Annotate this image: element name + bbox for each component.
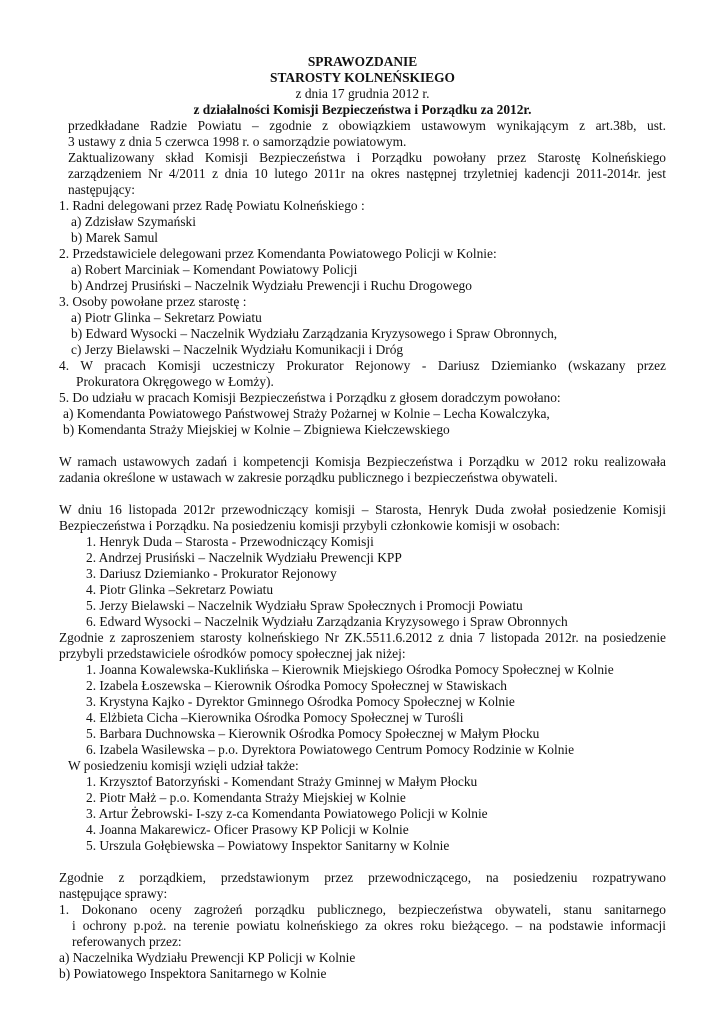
composition-member: b) Edward Wysocki – Naczelnik Wydziału Zarządzania Kryzysowego i Spraw Obronnych,: [71, 326, 558, 341]
list-item: 5. Jerzy Bielawski – Naczelnik Wydziału Spraw Społecznych i Promocji Powiatu: [86, 598, 523, 613]
list-item: 5. Urszula Gołębiewska – Powiatowy Inspektor Sanitarny w Kolnie: [86, 838, 450, 853]
composition-group: Prokuratora Okręgowego w Łomży).: [76, 374, 274, 389]
meeting-paragraph: Bezpieczeństwa i Porządku. Na posiedzeniu komisji przybyli członkowie komisji w osobach:: [59, 518, 560, 533]
composition-member: a) Komendanta Powiatowego Państwowej Straży Pożarnej w Kolnie – Lecha Kowalczyka,: [63, 406, 550, 421]
tasks-paragraph: zadania określone w ustawach w zakresie porządku publicznego i bezpieczeństwa obywateli.: [59, 470, 558, 485]
agenda-paragraph: następujące sprawy:: [59, 886, 168, 901]
intro-line: zarządzeniem Nr 4/2011 z dnia 10 lutego 2011r na okres następnej trzyletniej kadencji 2011-2014r. jest: [68, 166, 666, 181]
list-item: 1. Joanna Kowalewska-Kuklińska – Kierownik Miejskiego Ośrodka Pomocy Społecznej w Kolnie: [86, 662, 614, 677]
report-subject: z działalności Komisji Bezpieczeństwa i Porządku za 2012r.: [193, 102, 532, 117]
intro-line: następujący:: [68, 182, 135, 197]
composition-member: a) Piotr Glinka – Sekretarz Powiatu: [71, 310, 262, 325]
list-item: 6. Izabela Wasilewska – p.o. Dyrektora Powiatowego Centrum Pomocy Rodzinie w Kolnie: [86, 742, 575, 757]
intro-line: przedkładane Radzie Powiatu – zgodnie z obowiązkiem ustawowym wynikającym z art.38b, ust.: [68, 118, 666, 133]
agenda-item: referowanych przez:: [72, 934, 182, 949]
list-item: 3. Artur Żebrowski- I-szy z-ca Komendanta Powiatowego Policji w Kolnie: [86, 806, 488, 821]
agenda-subitem: b) Powiatowego Inspektora Sanitarnego w Kolnie: [59, 966, 327, 981]
composition-group: 3. Osoby powołane przez starostę :: [59, 294, 247, 309]
list-item: 6. Edward Wysocki – Naczelnik Wydziału Zarządzania Kryzysowego i Spraw Obronnych: [86, 614, 568, 629]
list-item: 3. Dariusz Dziemianko - Prokurator Rejonowy: [86, 566, 337, 581]
agenda-subitem: a) Naczelnika Wydziału Prewencji KP Policji w Kolnie: [59, 950, 356, 965]
composition-group: 4. W pracach Komisji uczestniczy Prokurator Rejonowy - Dariusz Dziemianko (wskazany przez: [59, 358, 666, 373]
report-author: STAROSTY KOLNEŃSKIEGO: [270, 70, 455, 85]
agenda-item: 1. Dokonano oceny zagrożeń porządku publicznego, bezpieczeństwa obywateli, stanu sanitarnego: [59, 902, 666, 917]
list-item: 4. Piotr Glinka –Sekretarz Powiatu: [86, 582, 274, 597]
report-date: z dnia 17 grudnia 2012 r.: [295, 86, 430, 101]
invitation-paragraph: Zgodnie z zaproszeniem starosty kolneńskiego Nr ZK.5511.6.2012 z dnia 7 listopada 2012r. na posiedzenie: [59, 630, 666, 645]
meeting-paragraph: W dniu 16 listopada 2012r przewodniczący komisji – Starosta, Henryk Duda zwołał posiedzenie Komisji: [59, 502, 666, 517]
intro-line: 3 ustawy z dnia 5 czerwca 1998 r. o samorządzie powiatowym.: [68, 134, 407, 149]
tasks-paragraph: W ramach ustawowych zadań i kompetencji Komisja Bezpieczeństwa i Porządku w 2012 roku realizowała: [59, 454, 666, 469]
invitation-paragraph: przybyli przedstawiciele ośrodków pomocy społecznej jak niżej:: [59, 646, 406, 661]
composition-member: c) Jerzy Bielawski – Naczelnik Wydziału Komunikacji i Dróg: [71, 342, 404, 357]
intro-line: Zaktualizowany skład Komisji Bezpieczeństwa i Porządku powołany przez Starostę Kolneńskiego: [68, 150, 666, 165]
list-item: 3. Krystyna Kajko - Dyrektor Gminnego Ośrodka Pomocy Społecznej w Kolnie: [86, 694, 515, 709]
list-item: 2. Andrzej Prusiński – Naczelnik Wydziału Prewencji KPP: [86, 550, 402, 565]
list-item: 4. Joanna Makarewicz- Oficer Prasowy KP Policji w Kolnie: [86, 822, 409, 837]
list-item: 1. Krzysztof Batorzyński - Komendant Straży Gminnej w Małym Płocku: [86, 774, 478, 789]
list-item: 2. Izabela Łoszewska – Kierownik Ośrodka Pomocy Społecznej w Stawiskach: [86, 678, 507, 693]
composition-group: 1. Radni delegowani przez Radę Powiatu Kolneńskiego :: [59, 198, 365, 213]
agenda-paragraph: Zgodnie z porządkiem, przedstawionym przez przewodniczącego, na posiedzeniu rozpatrywano: [59, 870, 666, 885]
list-item: 1. Henryk Duda – Starosta - Przewodniczący Komisji: [86, 534, 374, 549]
list-item: 4. Elżbieta Cicha –Kierownika Ośrodka Pomocy Społecznej w Turośli: [86, 710, 464, 725]
list-item: 2. Piotr Małż – p.o. Komendanta Straży Miejskiej w Kolnie: [86, 790, 406, 805]
composition-member: b) Andrzej Prusiński – Naczelnik Wydziału Prewencji i Ruchu Drogowego: [71, 278, 472, 293]
composition-member: b) Komendanta Straży Miejskiej w Kolnie – Zbigniewa Kiełczewskiego: [63, 422, 450, 437]
composition-member: a) Zdzisław Szymański: [71, 214, 196, 229]
composition-member: b) Marek Samul: [71, 230, 159, 245]
also-present-heading: W posiedzeniu komisji wzięli udział także:: [68, 758, 299, 773]
composition-member: a) Robert Marciniak – Komendant Powiatowy Policji: [71, 262, 358, 277]
report-title: SPRAWOZDANIE: [307, 54, 418, 69]
list-item: 5. Barbara Duchnowska – Kierownik Ośrodka Pomocy Społecznej w Małym Płocku: [86, 726, 540, 741]
composition-group: 2. Przedstawiciele delegowani przez Komendanta Powiatowego Policji w Kolnie:: [59, 246, 497, 261]
agenda-item: i ochrony p.poż. na terenie powiatu kolneńskiego za okres roku bieżącego. – na podstawie informacji: [72, 918, 666, 933]
composition-group: 5. Do udziału w pracach Komisji Bezpieczeństwa i Porządku z głosem doradczym powołano:: [59, 390, 561, 405]
